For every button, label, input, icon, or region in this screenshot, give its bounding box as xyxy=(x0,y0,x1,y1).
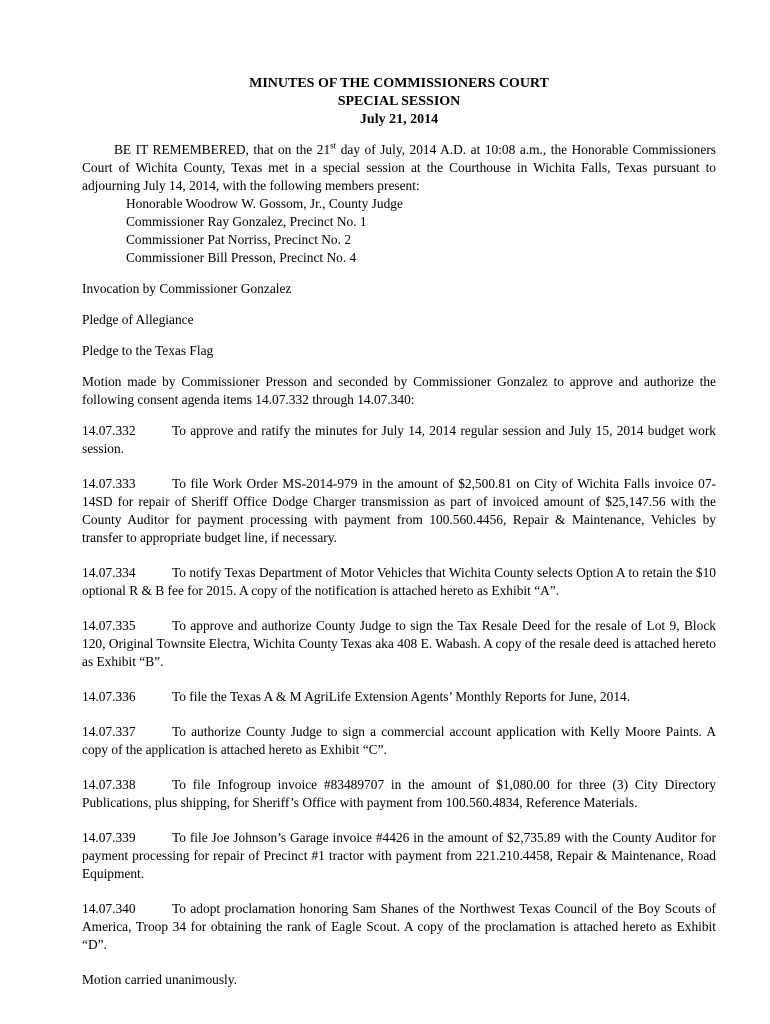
agenda-item xyxy=(82,829,716,883)
agenda-item-text: To file Work Order MS-2014-979 in the amount of $2,500.81 on City of Wichita Falls invoice 07-14SD for repair of Sheriff Office Dodge Charger transmission as part of invoiced amount of $25,147.56 with the County Auditor for payment processing with payment from 100.560.4456, Repair & Maintenance, Vehicles by transfer to appropriate budget line, if necessary. xyxy=(82,476,716,545)
agenda-item-number: 14.07.339 xyxy=(82,830,136,845)
member-precinct-1: Commissioner Ray Gonzalez, Precinct No. 1 xyxy=(126,214,367,229)
agenda-item xyxy=(82,475,716,547)
agenda-item-text: To notify Texas Department of Motor Vehicles that Wichita County selects Option A to retain the $10 optional R & B fee for 2015. A copy of the notification is attached hereto as Exhibit “A”. xyxy=(82,565,716,598)
agenda-item-text: To approve and authorize County Judge to sign the Tax Resale Deed for the resale of Lot 9, Block 120, Original Townsite Electra, Wichita County Texas aka 408 E. Wabash. A copy of the resale deed is attached hereto as Exhibit “B”. xyxy=(82,618,716,669)
title-line-2: SPECIAL SESSION xyxy=(337,94,461,109)
agenda-item xyxy=(82,776,716,812)
agenda-item-number: 14.07.337 xyxy=(82,724,136,739)
title-line-1: MINUTES OF THE COMMISSIONERS COURT xyxy=(249,76,549,91)
pledge-texas-line: Pledge to the Texas Flag xyxy=(82,343,214,358)
agenda-item-number: 14.07.336 xyxy=(82,689,136,704)
agenda-item xyxy=(82,422,716,458)
motion-paragraph: Motion made by Commissioner Presson and seconded by Commissioner Gonzalez to approve and authorize the following consent agenda items 14.07.332 through 14.07.340: xyxy=(82,374,716,407)
document-title xyxy=(82,75,716,129)
intro-paragraph xyxy=(82,141,716,195)
member-precinct-4: Commissioner Bill Presson, Precinct No. 4 xyxy=(126,250,357,265)
agenda-item-text: To file the Texas A & M AgriLife Extension Agents’ Monthly Reports for June, 2014. xyxy=(172,689,631,704)
members-list xyxy=(126,195,716,267)
agenda-item-text: To file Joe Johnson’s Garage invoice #4426 in the amount of $2,735.89 with the County Auditor for payment processing for repair of Precinct #1 tractor with payment from 221.210.4458, Repair & Maintenance, Road Equipment. xyxy=(82,830,716,881)
agenda-item-text: To approve and ratify the minutes for July 14, 2014 regular session and July 15, 2014 budget work session. xyxy=(82,423,716,456)
closing-line: Motion carried unanimously. xyxy=(82,972,237,987)
agenda-item xyxy=(82,723,716,759)
document-body xyxy=(82,75,716,989)
agenda-item-number: 14.07.338 xyxy=(82,777,136,792)
agenda-item-number: 14.07.335 xyxy=(82,618,136,633)
intro-text-start: BE IT REMEMBERED, that on the 21 xyxy=(114,142,331,157)
agenda-item-text: To file Infogroup invoice #83489707 in the amount of $1,080.00 for three (3) City Directory Publications, plus shipping, for Sheriff’s Office with payment from 100.560.4834, Reference Materials. xyxy=(82,777,716,810)
invocation-line: Invocation by Commissioner Gonzalez xyxy=(82,281,292,296)
member-county-judge: Honorable Woodrow W. Gossom, Jr., County Judge xyxy=(126,196,403,211)
agenda-item xyxy=(82,617,716,671)
agenda-item-number: 14.07.334 xyxy=(82,565,136,580)
agenda-item-text: To adopt proclamation honoring Sam Shanes of the Northwest Texas Council of the Boy Scouts of America, Troop 34 for obtaining the rank of Eagle Scout. A copy of the proclamation is attached hereto as Exhibit “D”. xyxy=(82,901,716,952)
agenda-item xyxy=(82,564,716,600)
agenda-item-text: To authorize County Judge to sign a commercial account application with Kelly Moore Paints. A copy of the application is attached hereto as Exhibit “C”. xyxy=(82,724,716,757)
pledge-allegiance-line: Pledge of Allegiance xyxy=(82,312,194,327)
member-precinct-2: Commissioner Pat Norriss, Precinct No. 2 xyxy=(126,232,352,247)
title-date: July 21, 2014 xyxy=(359,112,439,127)
intro-ordinal-suffix: st xyxy=(330,140,337,151)
agenda-item xyxy=(82,688,716,706)
agenda-item xyxy=(82,900,716,954)
agenda-item-number: 14.07.332 xyxy=(82,423,136,438)
agenda-item-number: 14.07.340 xyxy=(82,901,136,916)
intro-text-end: day of July, 2014 A.D. at 10:08 a.m., the Honorable Commissioners Court of Wichita County, Texas met in a special session at the Courthouse in Wichita Falls, Texas pursuant to adjourning July 14, 2014, with the following members present: xyxy=(82,142,716,193)
agenda-item-number: 14.07.333 xyxy=(82,476,136,491)
